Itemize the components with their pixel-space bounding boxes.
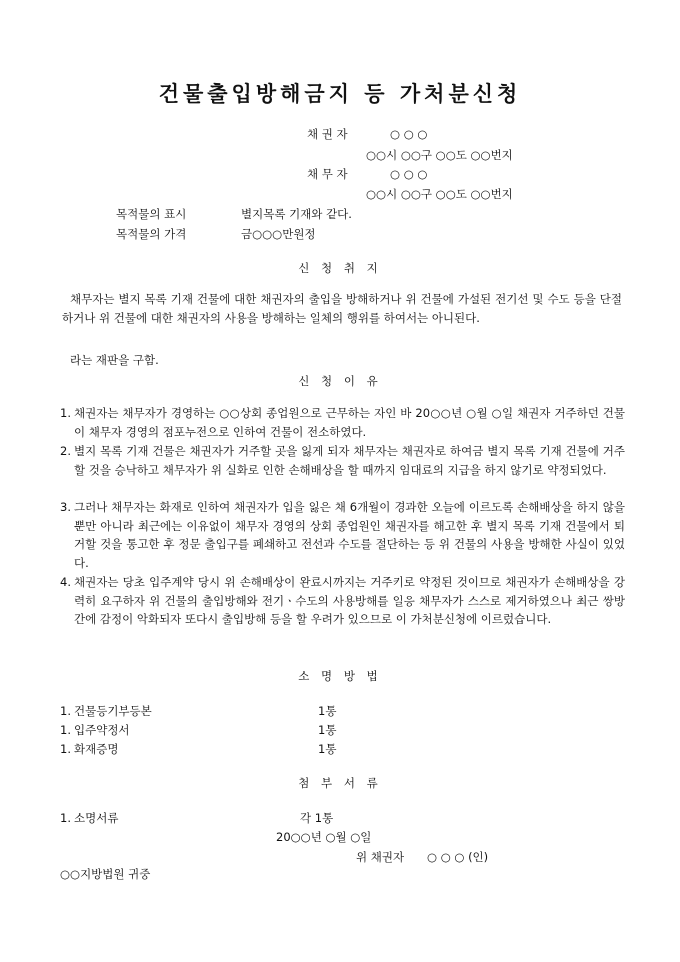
object-display-label: 목적물의 표시 [116, 207, 187, 221]
attachment-number: 1. [60, 811, 71, 825]
reason-text: 그러나 채무자는 화재로 인하여 채권자가 입을 잃은 채 6개월이 경과한 오늘에 이르도록 손해배상을 하지 않을 뿐만 아니라 최근에는 이유없이 채무자 경영의 상회 종업원인 채권자를 해고한 후 별지 목록 기재 건물에서 퇴거할 것을 통고한 후 정문 출입구를 폐쇄하고 전선과 수도를 절단하는 등 위 건물의 사용을 방해한 사실이 있었다. [74, 500, 625, 570]
creditor-label: 채 권 자 [307, 127, 348, 141]
attachment-qty: 각 1통 [300, 811, 334, 825]
evidence-number: 1. [60, 723, 71, 737]
debtor-label: 채 무 자 [307, 167, 348, 181]
signer-name: ○ ○ ○ (인) [427, 850, 489, 864]
document-title: 건물출입방해금지 등 가처분신청 [158, 81, 522, 106]
evidence-name: 건물등기부등본 [74, 704, 152, 718]
debtor-address: ○○시 ○○구 ○○도 ○○번지 [366, 187, 513, 201]
debtor-name: ○ ○ ○ [390, 167, 428, 181]
reason-number: 1. [60, 406, 71, 420]
reason-number: 3. [60, 500, 71, 514]
reason-item [60, 573, 625, 629]
reason-number: 2. [60, 444, 71, 458]
court-addressee: ○○지방법원 귀중 [60, 867, 151, 881]
evidence-qty: 1통 [318, 704, 337, 718]
reason-item [60, 404, 625, 441]
reason-item [60, 442, 625, 479]
creditor-address: ○○시 ○○구 ○○도 ○○번지 [366, 148, 513, 162]
evidence-number: 1. [60, 704, 71, 718]
reason-item [60, 498, 625, 572]
signer-label: 위 채권자 [356, 850, 405, 864]
purpose-closing: 라는 재판을 구함. [70, 353, 159, 367]
purpose-heading: 신 청 취 지 [298, 261, 382, 275]
filing-date: 20○○년 ○월 ○일 [276, 830, 372, 844]
object-price-value: 금○○○만원정 [241, 227, 316, 241]
creditor-name: ○ ○ ○ [390, 127, 428, 141]
evidence-qty: 1통 [318, 723, 337, 737]
reasons-heading: 신 청 이 유 [298, 374, 382, 388]
object-price-label: 목적물의 가격 [116, 227, 187, 241]
evidence-heading: 소 명 방 법 [298, 669, 382, 683]
evidence-name: 화재증명 [74, 742, 119, 756]
evidence-name: 입주약정서 [74, 723, 130, 737]
attachments-heading: 첨 부 서 류 [298, 776, 382, 790]
object-display-value: 별지목록 기재와 같다. [241, 207, 352, 221]
reason-text: 채권자는 채무자가 경영하는 ○○상회 종업원으로 근무하는 자인 바 20○○년 ○월 ○일 채권자 거주하던 건물이 채무자 경영의 점포누전으로 인하여 건물이 전소하였다. [74, 406, 625, 439]
evidence-qty: 1통 [318, 742, 337, 756]
attachment-name: 소명서류 [74, 811, 119, 825]
reason-text: 별지 목록 기재 건물은 채권자가 거주할 곳을 잃게 되자 채무자는 채권자로 하여금 별지 목록 기재 건물에 거주할 것을 승낙하고 채무자가 위 실화로 인한 손해배상을 할 때까지 임대료의 지급을 하지 않기로 약정되었다. [74, 444, 625, 477]
evidence-number: 1. [60, 742, 71, 756]
reason-text: 채권자는 당초 입주계약 당시 위 손해배상이 완료시까지는 거주키로 약정된 것이므로 채권자가 손해배상을 강력히 요구하자 위 건물의 출입방해와 전기ㆍ수도의 사용방해를 일응 채무자가 스스로 제거하였으나 최근 쌍방간에 감정이 악화되자 또다시 출입방해 등을 할 우려가 있으므로 이 가처분신청에 이르렀습니다. [74, 575, 625, 626]
purpose-body: 채무자는 별지 목록 기재 건물에 대한 채권자의 출입을 방해하거나 위 건물에 가설된 전기선 및 수도 등을 단절하거나 위 건물에 대한 채권자의 사용을 방해하는 일체의 행위를 하여서는 아니된다. [62, 292, 622, 325]
reason-number: 4. [60, 575, 71, 589]
